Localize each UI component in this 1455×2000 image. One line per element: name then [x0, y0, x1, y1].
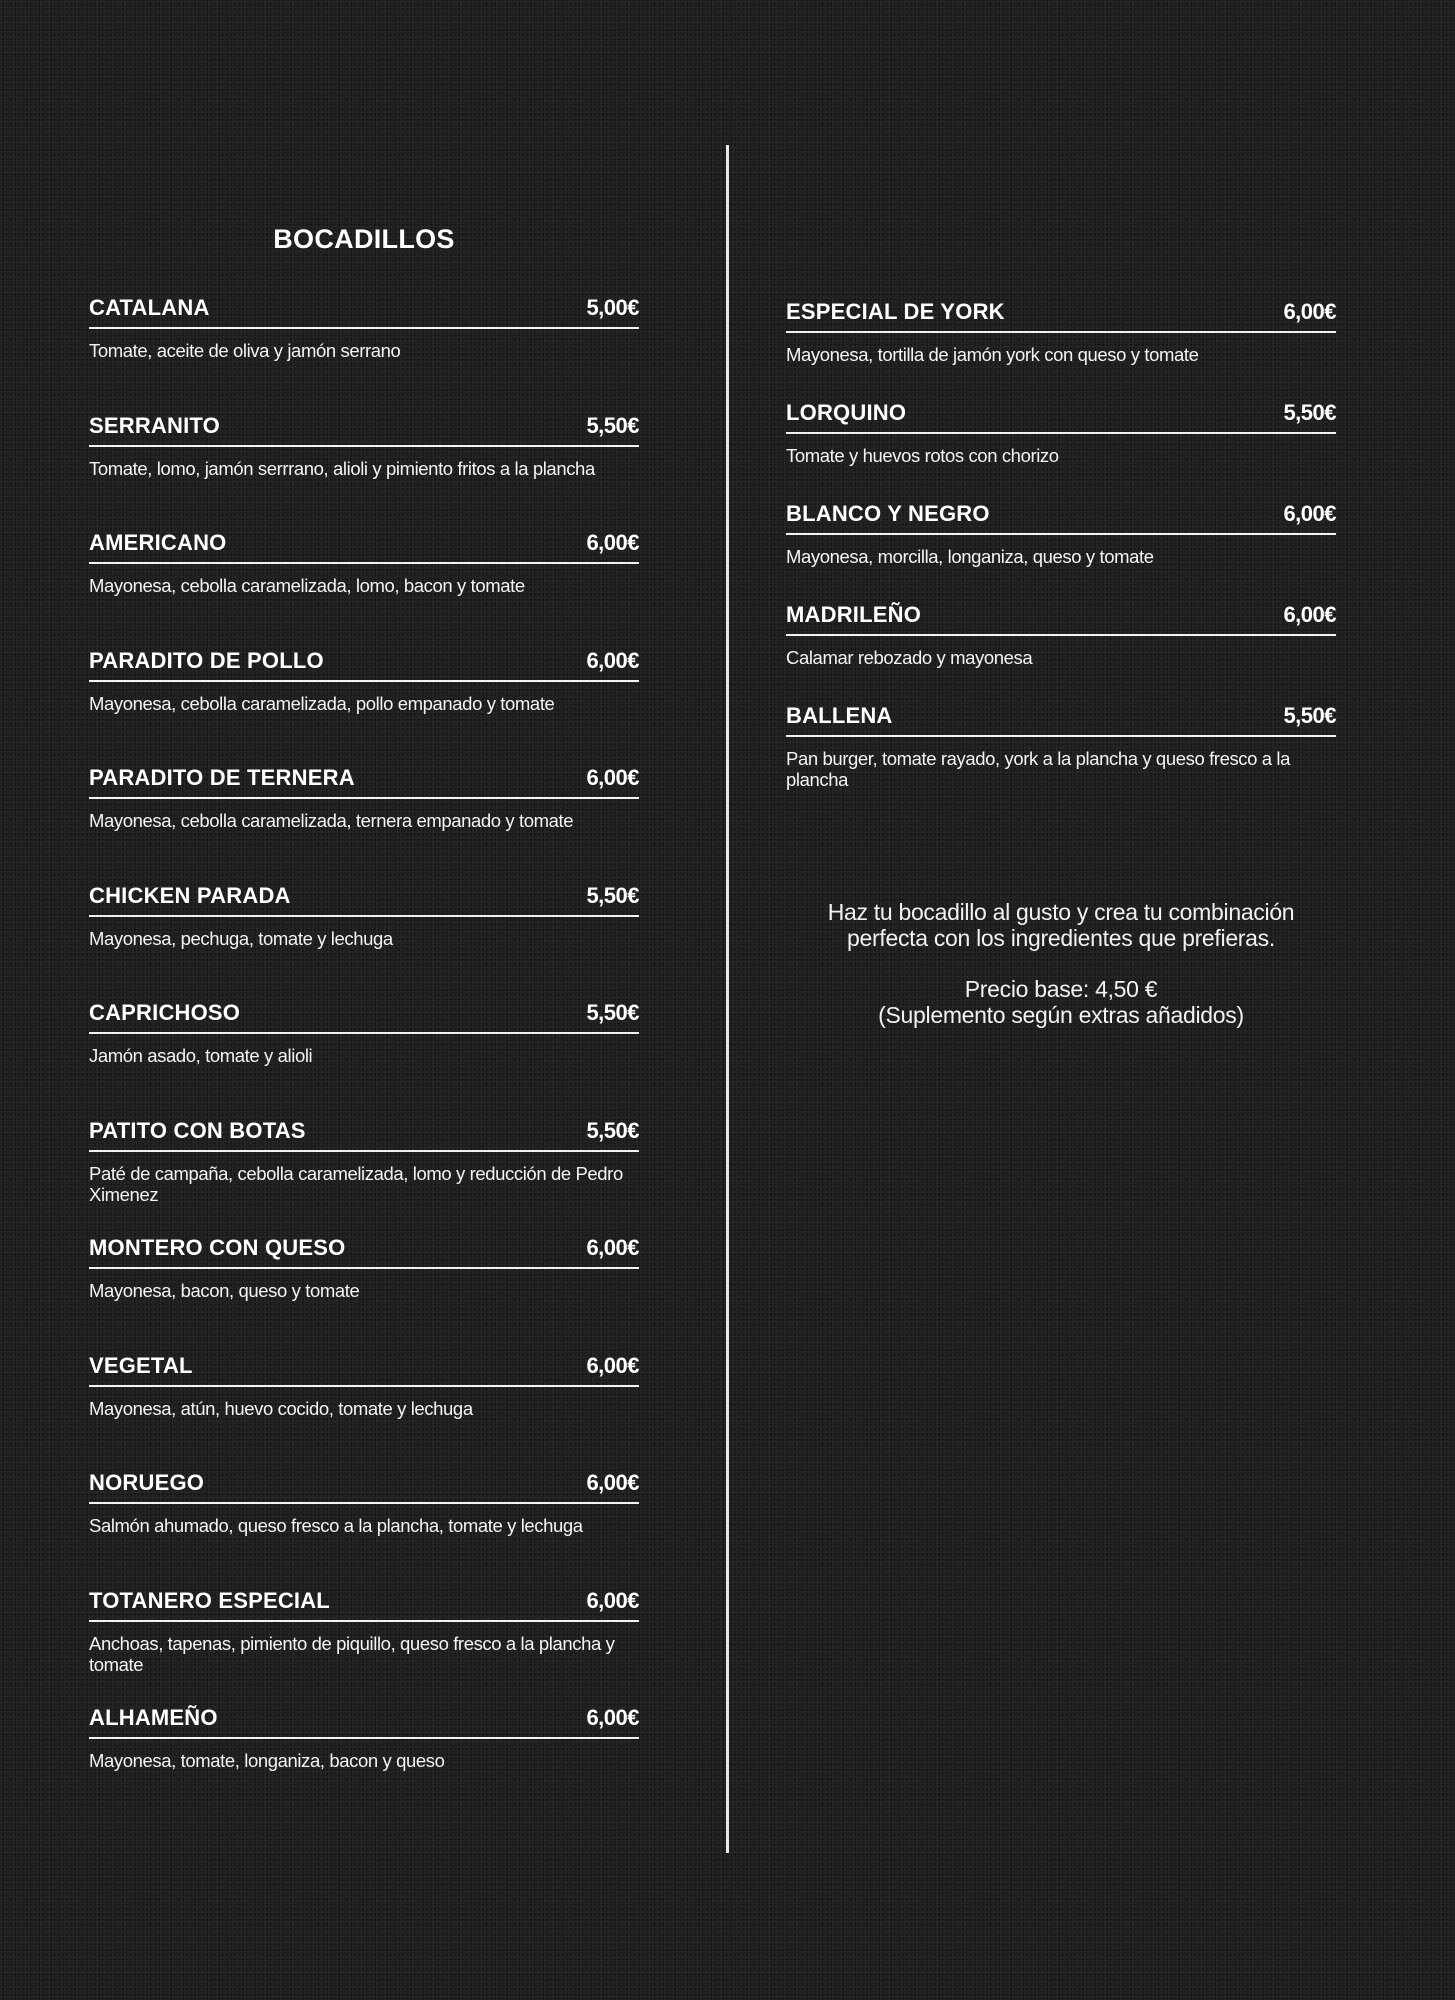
item-name: PATITO CON BOTAS	[89, 1117, 306, 1143]
item-price: 5,00€	[586, 295, 639, 320]
promo-line-2: perfecta con los ingredientes que prefieras.	[847, 925, 1275, 951]
item-name: SERRANITO	[89, 412, 220, 438]
item-description: Mayonesa, atún, huevo cocido, tomate y lechuga	[89, 1397, 473, 1419]
item-header	[89, 531, 639, 564]
item-description: Mayonesa, cebolla caramelizada, pollo empanado y tomate	[89, 692, 555, 714]
item-name: AMERICANO	[89, 530, 227, 555]
item-description: Mayonesa, tomate, longaniza, bacon y queso	[89, 1750, 445, 1771]
item-description: Mayonesa, bacon, queso y tomate	[89, 1280, 360, 1301]
item-price: 5,50€	[586, 882, 639, 908]
item-name: PARADITO DE TERNERA	[89, 765, 355, 790]
menu-item-noruego	[89, 1471, 639, 1536]
menu-item-paradito-de-ternera	[89, 766, 639, 831]
menu-item-patito-con-botas	[89, 1119, 639, 1205]
item-price: 6,00€	[1283, 501, 1336, 526]
item-name: PARADITO DE POLLO	[89, 647, 324, 673]
item-price: 6,00€	[586, 1235, 639, 1260]
menu-item-especial-de-york	[786, 300, 1336, 365]
item-description: Anchoas, tapenas, pimiento de piquillo, queso fresco a la plancha y tomate	[89, 1632, 615, 1675]
item-name: ESPECIAL DE YORK	[786, 299, 1005, 324]
item-name: VEGETAL	[89, 1352, 193, 1378]
item-price: 6,00€	[586, 530, 639, 555]
item-header	[786, 704, 1336, 737]
column-divider	[726, 145, 729, 1853]
item-price: 6,00€	[586, 1587, 639, 1613]
item-header	[786, 502, 1336, 535]
item-description: Jamón asado, tomate y alioli	[89, 1045, 313, 1066]
menu-item-vegetal	[89, 1354, 639, 1419]
menu-item-paradito-de-pollo	[89, 649, 639, 714]
item-header	[89, 1471, 639, 1504]
menu-item-madrileno	[786, 603, 1336, 668]
item-description: Mayonesa, pechuga, tomate y lechuga	[89, 927, 393, 949]
item-price: 6,00€	[586, 1470, 639, 1495]
promo-base-price: Precio base: 4,50 €	[964, 976, 1158, 1002]
item-price: 6,00€	[1283, 602, 1336, 627]
item-header	[786, 603, 1336, 636]
item-name: CATALANA	[89, 295, 210, 320]
item-header	[786, 401, 1336, 434]
item-description: Tomate, lomo, jamón serrrano, alioli y pimiento fritos a la plancha	[89, 457, 595, 479]
item-description: Paté de campaña, cebolla caramelizada, lomo y reducción de Pedro Ximenez	[89, 1162, 623, 1205]
item-header	[89, 649, 639, 682]
menu-item-caprichoso	[89, 1001, 639, 1066]
promo-note: (Suplemento según extras añadidos)	[878, 1002, 1244, 1028]
promo-spacer	[786, 951, 1336, 976]
item-name: LORQUINO	[786, 400, 907, 425]
promo-line-1: Haz tu bocadillo al gusto y crea tu combinación	[827, 899, 1295, 925]
item-description: Mayonesa, cebolla caramelizada, lomo, bacon y tomate	[89, 575, 525, 596]
custom-sandwich-promo	[786, 899, 1336, 1028]
item-price: 5,50€	[586, 1000, 639, 1025]
item-price: 6,00€	[586, 1705, 639, 1730]
item-price: 5,50€	[586, 1117, 639, 1143]
menu-item-serranito	[89, 414, 639, 479]
menu-item-totanero-especial	[89, 1589, 639, 1675]
item-price: 6,00€	[586, 1352, 639, 1378]
item-header	[89, 296, 639, 329]
menu-item-ballena	[786, 704, 1336, 790]
item-price: 6,00€	[586, 765, 639, 790]
menu-item-chicken-parada	[89, 884, 639, 949]
item-header	[89, 1589, 639, 1622]
item-name: MADRILEÑO	[786, 602, 922, 627]
item-description: Tomate y huevos rotos con chorizo	[786, 445, 1059, 466]
item-description: Mayonesa, morcilla, longaniza, queso y tomate	[786, 546, 1154, 567]
item-name: CAPRICHOSO	[89, 1000, 241, 1025]
item-header	[89, 1119, 639, 1152]
item-description: Pan burger, tomate rayado, york a la plancha y queso fresco a la plancha	[786, 748, 1291, 790]
item-name: ALHAMEÑO	[89, 1705, 218, 1730]
item-price: 6,00€	[586, 647, 639, 673]
item-header	[89, 766, 639, 799]
item-name: BALLENA	[786, 703, 893, 728]
item-header	[89, 1706, 639, 1739]
item-description: Mayonesa, tortilla de jamón york con queso y tomate	[786, 344, 1199, 365]
item-name: NORUEGO	[89, 1470, 205, 1495]
menu-item-alhameno	[89, 1706, 639, 1771]
menu-item-catalana	[89, 296, 639, 361]
item-header	[89, 1001, 639, 1034]
item-header	[786, 300, 1336, 333]
menu-item-blanco-y-negro	[786, 502, 1336, 567]
item-description: Calamar rebozado y mayonesa	[786, 647, 1033, 668]
item-price: 6,00€	[1283, 299, 1336, 324]
item-price: 5,50€	[586, 412, 639, 438]
item-description: Salmón ahumado, queso fresco a la plancha, tomate y lechuga	[89, 1515, 583, 1536]
menu-item-montero-con-queso	[89, 1236, 639, 1301]
item-price: 5,50€	[1283, 703, 1336, 728]
menu-item-americano	[89, 531, 639, 596]
menu-item-lorquino	[786, 401, 1336, 466]
item-name: MONTERO CON QUESO	[89, 1235, 346, 1260]
item-description: Mayonesa, cebolla caramelizada, ternera empanado y tomate	[89, 810, 574, 831]
section-title: BOCADILLOS	[273, 224, 455, 254]
item-name: CHICKEN PARADA	[89, 882, 291, 908]
item-header	[89, 1236, 639, 1269]
item-name: TOTANERO ESPECIAL	[89, 1587, 330, 1613]
item-header	[89, 1354, 639, 1387]
item-header	[89, 884, 639, 917]
item-description: Tomate, aceite de oliva y jamón serrano	[89, 340, 401, 361]
item-price: 5,50€	[1283, 400, 1336, 425]
item-name: BLANCO Y NEGRO	[786, 501, 990, 526]
item-header	[89, 414, 639, 447]
